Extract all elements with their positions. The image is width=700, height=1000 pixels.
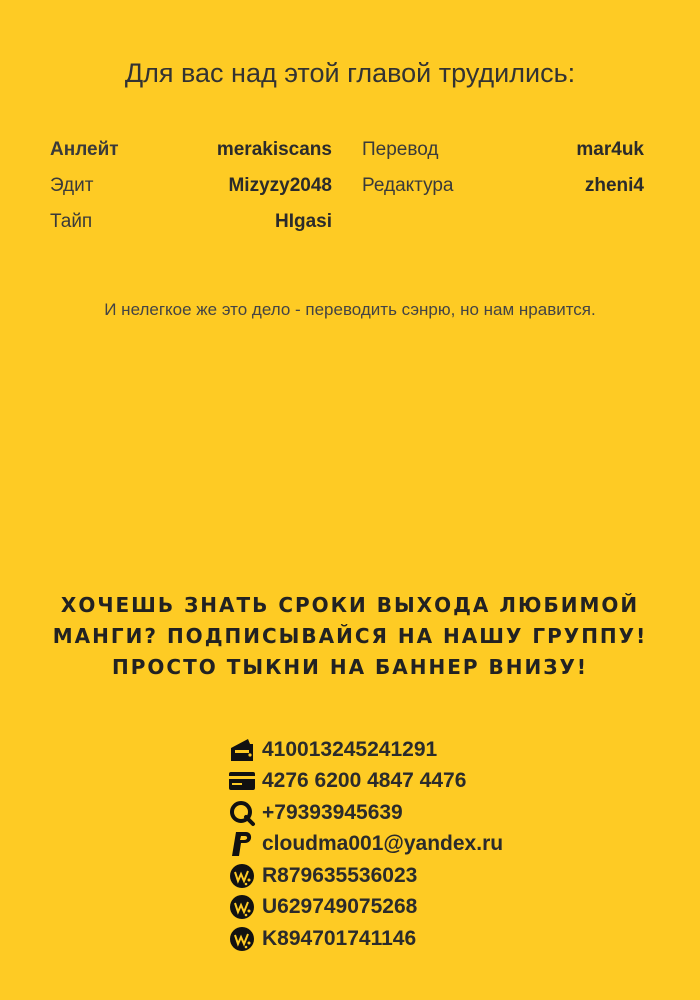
webmoney-icon <box>228 862 256 890</box>
payment-value: U629749075268 <box>262 895 418 919</box>
credit-name: merakiscans <box>216 139 332 160</box>
payment-item <box>228 892 503 924</box>
promo-line: ХОЧЕШЬ ЗНАТЬ СРОКИ ВЫХОДА ЛЮБИМОЙ <box>60 593 640 617</box>
payment-item <box>228 797 503 829</box>
credit-name: mar4uk <box>576 139 644 160</box>
payment-item <box>228 766 503 798</box>
webmoney-icon <box>228 925 256 953</box>
promo-line: МАНГИ? ПОДПИСЫВАЙСЯ НА НАШУ ГРУППУ! <box>52 624 648 648</box>
payment-item <box>228 734 503 766</box>
payment-item <box>228 923 503 955</box>
payment-value: 410013245241291 <box>262 737 438 761</box>
credit-role: Редактура <box>362 175 454 196</box>
tagline: И нелегкое же это дело - переводить сэнрю, но нам нравится. <box>104 300 596 319</box>
webmoney-icon <box>228 893 256 921</box>
payment-item <box>228 860 503 892</box>
yandex-wallet-icon <box>228 736 256 764</box>
payment-value: K894701741146 <box>262 926 417 950</box>
qiwi-icon <box>228 799 256 827</box>
credits-table <box>50 132 644 240</box>
promo-line: ПРОСТО ТЫКНИ НА БАННЕР ВНИЗУ! <box>112 655 588 679</box>
bank-card-icon <box>228 767 256 795</box>
payment-item <box>228 829 503 861</box>
credit-role: Тайп <box>50 211 93 232</box>
paypal-icon <box>228 830 256 858</box>
promo-text <box>40 590 660 683</box>
credit-role: Перевод <box>362 139 439 160</box>
page-title: Для вас над этой главой трудились: <box>124 58 576 88</box>
credit-name: Mizyzy2048 <box>228 175 332 196</box>
payment-value: +79393945639 <box>262 800 403 824</box>
credit-name: HIgasi <box>274 211 332 232</box>
credits-row <box>50 132 644 168</box>
payment-list <box>228 734 503 955</box>
credits-row <box>50 168 644 204</box>
credit-role: Анлейт <box>50 139 119 160</box>
payment-value: cloudma001@yandex.ru <box>262 832 504 856</box>
credits-row <box>50 204 644 240</box>
payment-value: R879635536023 <box>262 863 418 887</box>
credit-role: Эдит <box>50 175 94 196</box>
payment-value: 4276 6200 4847 4476 <box>262 769 467 793</box>
credit-name: zheni4 <box>584 175 644 196</box>
